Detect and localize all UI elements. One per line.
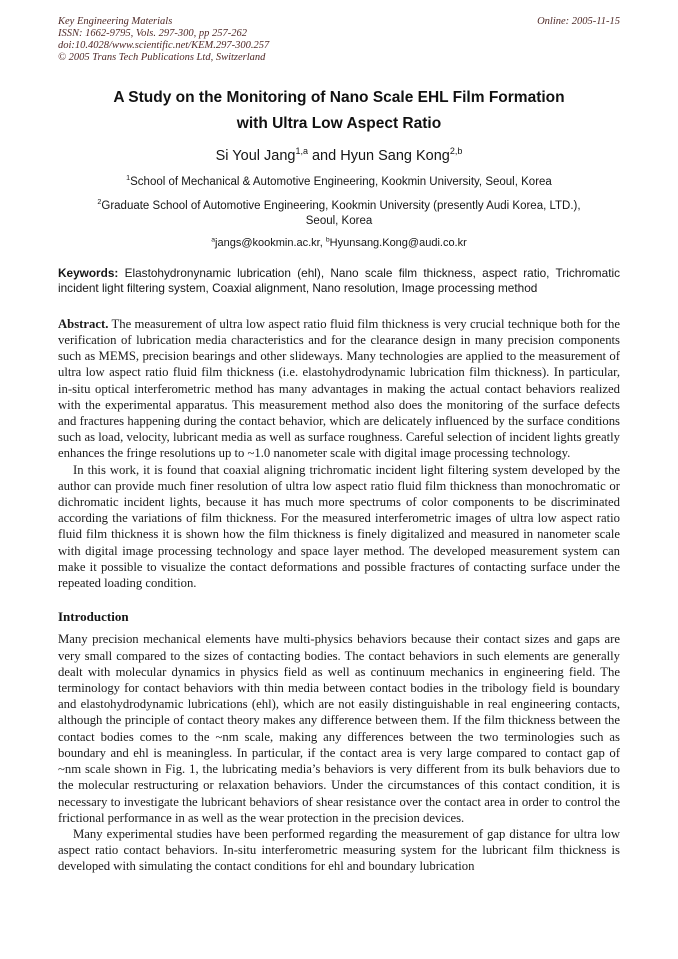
affiliation-2-text: Graduate School of Automotive Engineering, Kookmin University (presently Audi Korea, LTD.), bbox=[101, 200, 581, 212]
paper-title bbox=[58, 85, 620, 137]
online-date: Online: 2005-11-15 bbox=[537, 16, 620, 27]
introduction-paragraph-2: Many experimental studies have been performed regarding the measurement of gap distance for ultra low aspect ratio contact behaviors. In-situ interferometric measuring system for the lubricant film thickness is developed with simulating the contact conditions for ehl and boundary lubrication bbox=[58, 826, 620, 874]
keywords-paragraph bbox=[58, 266, 620, 297]
issn-line: ISSN: 1662-9795, Vols. 297-300, pp 257-262 bbox=[58, 28, 247, 39]
introduction-section bbox=[58, 609, 620, 874]
authors-connector: and bbox=[307, 148, 341, 164]
affiliation-1 bbox=[58, 175, 620, 190]
journal-name: Key Engineering Materials bbox=[58, 16, 173, 27]
copyright-line: © 2005 Trans Tech Publications Ltd, Switzerland bbox=[58, 52, 266, 63]
email-b: Hyunsang.Kong@audi.co.kr bbox=[329, 237, 467, 249]
affiliation-2-superscript: 2 bbox=[97, 198, 102, 207]
doi-line: doi:10.4028/www.scientific.net/KEM.297-300.257 bbox=[58, 40, 270, 51]
affiliation-2-text-line2: Seoul, Korea bbox=[305, 215, 373, 227]
email-b-superscript: b bbox=[325, 236, 330, 244]
introduction-heading: Introduction bbox=[58, 609, 129, 625]
affiliation-2 bbox=[58, 199, 620, 229]
paper-title-line2: with Ultra Low Aspect Ratio bbox=[236, 115, 442, 132]
introduction-paragraph-1: Many precision mechanical elements have multi-physics behaviors because their contact sizes and gaps are very small compared to the sizes of contacting bodies. The contact behaviors in such elements are generally dealt with molecular dynamics in physics field as well as continuum mechanics in engineering field. The terminology for contact behaviors with thin media between contact bodies in the tribology field is boundary and elastohydrodynamic lubrications (ehl), which are not easily distinguishable in real engineering contacts, although the principle of contact theory makes any difference between them. If the film thickness between the contact bodies comes to the ~nm scale, making any differences between the two terminologies such as boundary and ehl is meaningless. In particular, if the contact area is very large compared to contact gap of ~nm scale shown in Fig. 1, the lubricating media’s behaviors is very different from its bulk behaviors due to the molecular restructuring or relaxation behaviors. Under the circumstances of this contact condition, it is necessary to investigate the lubricant behaviors of shear resistance over the contact area in order to control the frictional performance in as well as the wear protection in the precision devices. bbox=[58, 632, 620, 825]
authors-line bbox=[58, 146, 620, 166]
abstract-paragraph-1 bbox=[58, 316, 620, 462]
paper-title-line1: A Study on the Monitoring of Nano Scale EHL Film Formation bbox=[113, 89, 565, 106]
email-a: jangs@kookmin.ac.kr, bbox=[215, 237, 326, 249]
keywords-label: Keywords: bbox=[58, 266, 119, 280]
email-a-superscript: a bbox=[211, 236, 216, 244]
author-1-superscript: 1,a bbox=[295, 146, 308, 157]
abstract-label: Abstract. bbox=[58, 316, 109, 331]
keywords-text: Elastohydronynamic lubrication (ehl), Nano scale film thickness, aspect ratio, Trichromatic incident light filtering system, Coaxial alignment, Nano resolution, Image processing method bbox=[58, 266, 620, 296]
affiliation-1-superscript: 1 bbox=[126, 174, 131, 183]
author-2-name: Hyun Sang Kong bbox=[340, 148, 450, 164]
publication-info bbox=[58, 16, 269, 64]
abstract-paragraph-2: In this work, it is found that coaxial aligning trichromatic incident light filtering system developed by the author can provide much finer resolution of ultra low aspect ratio fluid film thickness than monochromatic or dichromatic incident lights, because it has much more spectrums of color components to be discriminated according the variations of film thickness. For the measured interferometric images of ultra low aspect ratio fluid film thickness it is shown how the film thickness is finely digitalized and measured in nanometer scale with digital image processing technology and space layer method. The developed measurement system can make it possible to visualize the contact deformations and possible fractures of contacting surface under the repeated loading condition. bbox=[58, 462, 620, 591]
emails-line bbox=[58, 237, 620, 249]
author-2-superscript: 2,b bbox=[449, 146, 463, 157]
author-1-name: Si Youl Jang bbox=[215, 148, 296, 164]
abstract-section bbox=[58, 316, 620, 591]
abstract-paragraph-1-text: The measurement of ultra low aspect ratio fluid film thickness is very crucial technique both for the verification of lubrication media characteristics and for the clearance design in many precision components such as MEMS, precision bearings and other slideways. Many technologies are applied to the measurement of ultra low aspect ratio fluid film thickness (i.e. elastohydrodynamic lubrication film thickness). In particular, in-situ optical interferometric method has many advantages in making the actual contact behaviors realized with the experimental apparatus. This measurement method also does the monitoring of the surface defects and fractures happening during the contact behavior, which are delicately influenced by the surface conditions such as load, velocity, lubricant media as well as surface roughness. Careful selection of incident lights greatly enhances the fringe resolutions up to ~1.0 nanometer scale with digital image processing technology. bbox=[58, 316, 620, 461]
publication-header bbox=[58, 16, 620, 64]
affiliation-1-text: School of Mechanical & Automotive Engineering, Kookmin University, Seoul, Korea bbox=[130, 176, 552, 188]
